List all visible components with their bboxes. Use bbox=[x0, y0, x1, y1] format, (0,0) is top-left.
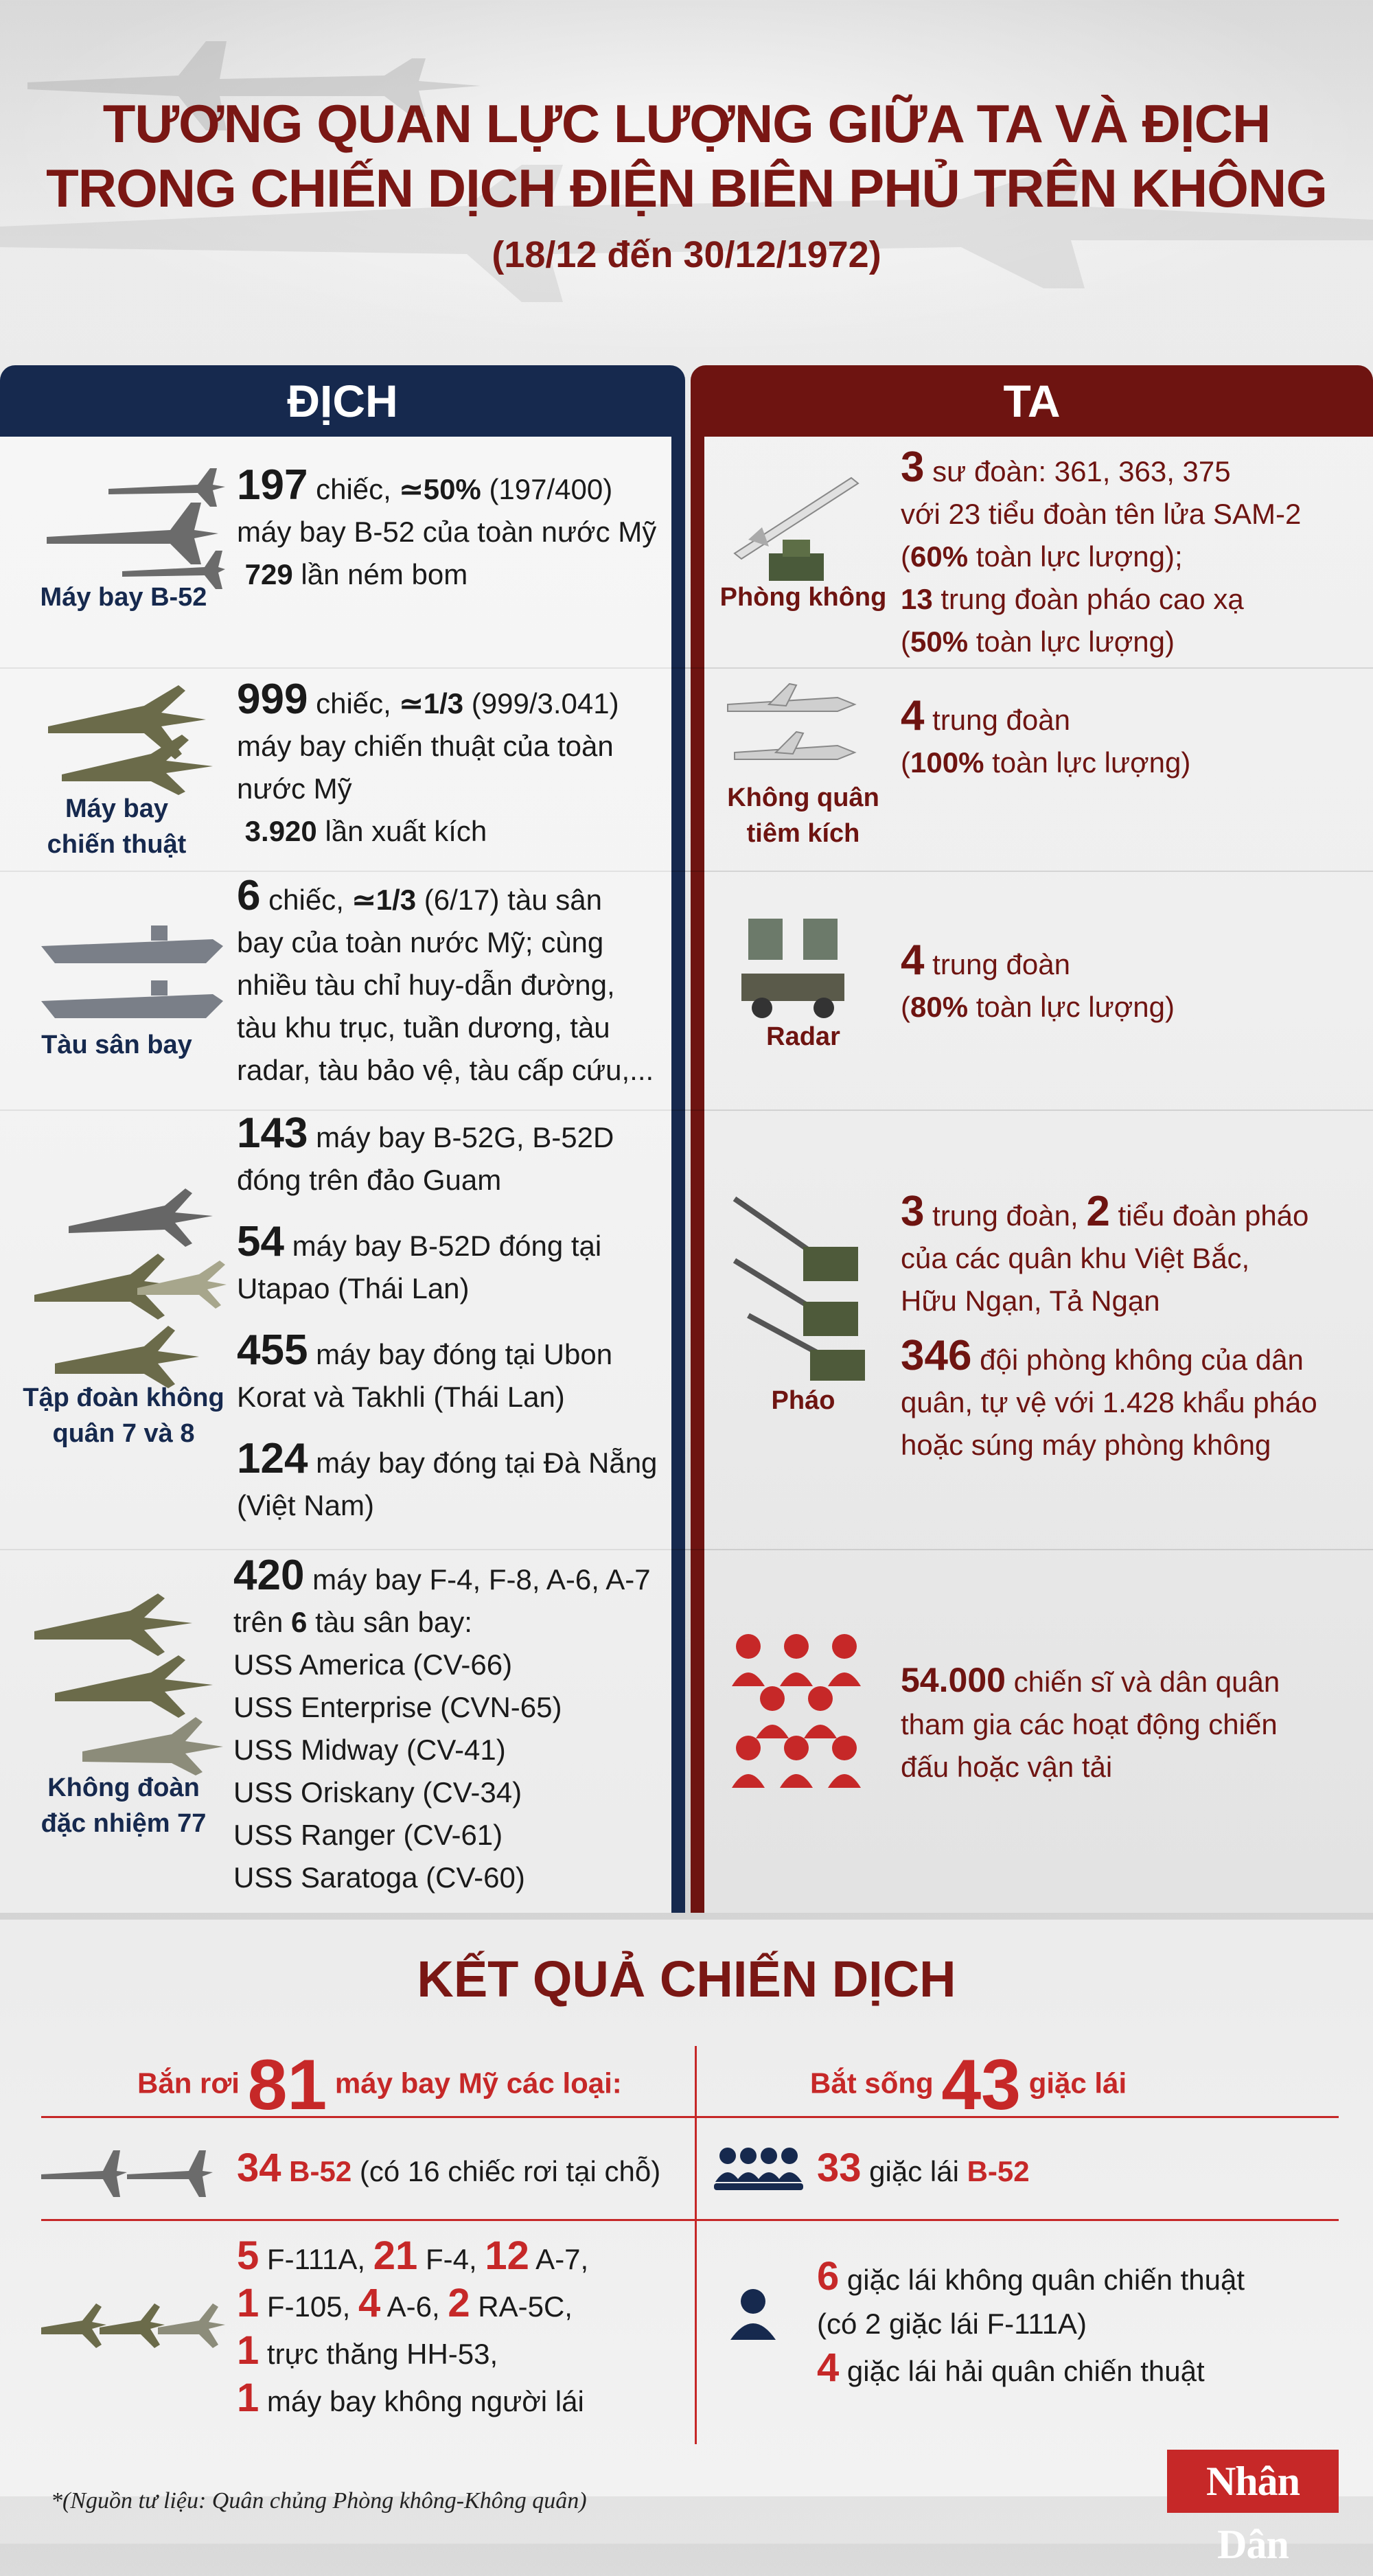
nhan-dan-logo: Nhân Dân bbox=[1167, 2450, 1339, 2513]
tactical-jet-icon bbox=[41, 678, 220, 795]
row-airforce bbox=[0, 1109, 1373, 1550]
results-divider bbox=[695, 2046, 697, 2444]
caption-artillery: Pháo bbox=[771, 1386, 835, 1415]
other-planes-result: 5 F-111A, 21 F-4, 12 A-7, 1 F-105, 4 A-6, 2 RA-5C, 1 trực thăng HH-53, 1 máy bay không người lái bbox=[237, 2233, 589, 2420]
caption-carrier: Tàu sân bay bbox=[41, 1031, 192, 1059]
row-b52 bbox=[0, 437, 1373, 669]
mixed-planes-icon bbox=[41, 2286, 227, 2362]
b52-pair-icon bbox=[41, 2137, 213, 2205]
airforce-text: 143 máy bay B-52G, B-52D đóng trên đảo Guam 54 máy bay B-52D đóng tại Utapao (Thái Lan) 455 máy bay đóng tại Ubon Korat và Takhli (Thái Lan) 124 máy bay đóng tại Đà Nẵng (Việt Nam) bbox=[237, 1109, 658, 1521]
source-note: *(Nguồn tư liệu: Quân chủng Phòng không-Không quân) bbox=[51, 2488, 587, 2514]
enemy-column-header: ĐỊCH bbox=[0, 365, 685, 437]
radar-text: 4 trung đoàn (80% toàn lực lượng) bbox=[901, 936, 1175, 1023]
caption-tactical: Máy bay chiến thuật bbox=[47, 794, 187, 859]
carrier-text: 6 chiếc, ≃1/3 (6/17) tàu sân bay của toàn nước Mỹ; cùng nhiều tàu chỉ huy-dẫn đường, tàu khu trục, tuần dương, tàu radar, tàu bảo vệ, tàu cấp cứu,... bbox=[237, 872, 654, 1086]
tactical-text: 999 chiếc, ≃1/3 (999/3.041) máy bay chiến thuật của toàn nước Mỹ 3.920 lần xuất kích bbox=[237, 676, 619, 847]
militia-group-icon bbox=[728, 1631, 865, 1789]
row-taskforce bbox=[0, 1549, 1373, 1913]
header bbox=[0, 0, 1373, 357]
caption-air-defense: Phòng không bbox=[719, 583, 887, 612]
shot-down-header: Bắn rơi 81 máy bay Mỹ các loại: bbox=[137, 2045, 622, 2125]
anti-aircraft-gun-icon bbox=[721, 1185, 879, 1384]
taskforce-text: 420 máy bay F-4, F-8, A-6, A-7 trên 6 tàu sân bay: USS America (CV-66) USS Enterprise (CVN-65) USS Midway (CV-41) USS Oriskany (CV-34) USS Ranger (CV-61) USS Saratoga (CV-60) bbox=[233, 1554, 651, 1899]
title-line-2: TRONG CHIẾN DỊCH ĐIỆN BIÊN PHỦ TRÊN KHÔNG bbox=[46, 158, 1327, 218]
pilot-icon bbox=[729, 2286, 777, 2341]
ship-item: USS Midway (CV-41) bbox=[233, 1734, 506, 1766]
militia-text: 54.000 chiến sĩ và dân quân tham gia các hoạt động chiến đấu hoặc vận tải bbox=[901, 1661, 1280, 1783]
other-pilots-result: 6 giặc lái không quân chiến thuật (có 2 giặc lái F-111A) 4 giặc lái hải quân chiến thuật bbox=[817, 2254, 1245, 2390]
mig-fighter-icon bbox=[721, 677, 858, 780]
b52-pilots-result: 33 giặc lái B-52 bbox=[817, 2146, 1030, 2190]
ship-item: USS America (CV-66) bbox=[233, 1648, 513, 1681]
us-column-header: TA bbox=[691, 365, 1373, 437]
artillery-text: 3 trung đoàn, 2 tiểu đoàn pháo của các quân khu Việt Bắc, Hữu Ngạn, Tả Ngạn 346 đội phòng không của dân quân, tự vệ với 1.428 khẩu pháo hoặc súng máy phòng không bbox=[901, 1188, 1317, 1461]
b52-plane-icon bbox=[33, 461, 225, 599]
results-title: KẾT QUẢ CHIẾN DỊCH bbox=[417, 1951, 956, 2008]
ship-item: USS Ranger (CV-61) bbox=[233, 1819, 503, 1851]
aircraft-carrier-icon bbox=[34, 905, 227, 1028]
caption-b52: Máy bay B-52 bbox=[40, 583, 207, 612]
caption-taskforce: Không đoàn đặc nhiệm 77 bbox=[41, 1773, 207, 1838]
b52-result: 34 B-52 (có 16 chiếc rơi tại chỗ) bbox=[237, 2146, 661, 2190]
air-defense-text: 3 sư đoàn: 361, 363, 375 với 23 tiểu đoàn tên lửa SAM-2 (60% toàn lực lượng); 13 trung đoàn pháo cao xạ (50% toàn lực lượng) bbox=[901, 444, 1302, 658]
campaign-dates: (18/12 đến 30/12/1972) bbox=[492, 234, 881, 275]
taskforce-planes-icon bbox=[27, 1590, 227, 1775]
caption-fighter: Không quân tiêm kích bbox=[727, 783, 879, 848]
captured-header: Bắt sống 43 giặc lái bbox=[810, 2045, 1127, 2125]
ship-item: USS Enterprise (CVN-65) bbox=[233, 1691, 562, 1723]
sam2-missile-icon bbox=[721, 450, 872, 588]
fighter-text: 4 trung đoàn (100% toàn lực lượng) bbox=[901, 692, 1191, 779]
row-carrier bbox=[0, 871, 1373, 1111]
row-tactical bbox=[0, 667, 1373, 872]
radar-truck-icon bbox=[735, 905, 851, 1022]
ship-item: USS Oriskany (CV-34) bbox=[233, 1776, 522, 1808]
caption-radar: Radar bbox=[766, 1022, 840, 1051]
caption-airforce: Tập đoàn không quân 7 và 8 bbox=[23, 1383, 224, 1448]
results-rule-2 bbox=[41, 2219, 1339, 2221]
b52-text: 197 chiếc, ≃50% (197/400) máy bay B-52 của toàn nước Mỹ 729 lần ném bom bbox=[237, 461, 657, 590]
ship-item: USS Saratoga (CV-60) bbox=[233, 1861, 525, 1894]
title-line-1: TƯƠNG QUAN LỰC LƯỢNG GIỮA TA VÀ ĐỊCH bbox=[102, 93, 1271, 154]
pilot-group-icon bbox=[714, 2143, 803, 2198]
airforce-planes-icon bbox=[27, 1185, 227, 1391]
